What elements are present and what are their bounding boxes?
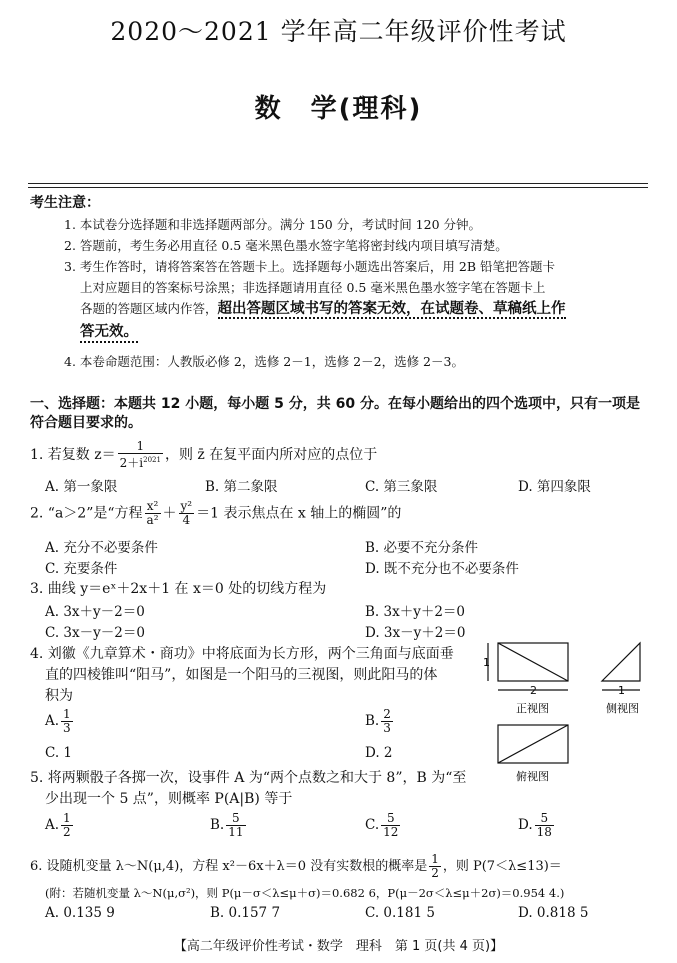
fraction [145,500,161,527]
option-a: A. 充分不必要条件 [45,540,158,556]
notice-item-3-line-1: 3. 考生作答时，请将答案答在答题卡上。选择题每小题选出答案后，用 2B 铅笔把答题卡 [64,259,555,274]
option-c: C. 第三象限 [365,479,438,495]
question-4-line-1: 4. 刘徽《九章算术・商功》中将底面为长方形，两个三角面与底面垂 [30,646,454,662]
option-c [365,812,402,839]
width-dimension-label: 2 [530,684,537,697]
option-d [518,812,556,839]
option-a [45,708,75,735]
option-b: B. 3x＋y＋2＝0 [365,604,466,620]
numerator: 1 [63,707,71,721]
emphasis-text: 超出答题区域书写的答案无效，在试题卷、草稿纸上作 [217,301,566,317]
fraction [61,812,73,839]
numerator: y² [180,499,193,513]
notice-text: 各题的答题区域内作答， [80,301,218,316]
question-6-note: (附：若随机变量 λ～N(μ,σ²)，则 P(μ－σ＜λ≤μ＋σ)＝0.682 6，P(μ－2σ＜λ≤μ＋2σ)＝0.954 4.) [45,886,565,900]
fraction [381,812,400,839]
option-b: B. 0.157 7 [210,905,281,921]
question-2 [30,500,401,527]
option-label: B. [365,713,380,729]
question-text: ，则 P(7＜λ≤13)＝ [442,859,562,874]
page-footer: 【高二年级评价性考试・数学 理科 第 1 页(共 4 页)】 [173,939,504,954]
option-d: D. 3x－y＋2＝0 [365,625,466,641]
option-a: A. 0.135 9 [45,905,115,921]
numerator: 5 [381,812,400,826]
three-view-figure [480,640,670,785]
front-view-diagonal [498,643,568,681]
option-b [365,708,395,735]
denominator: 18 [536,825,552,839]
denominator: 11 [228,825,244,839]
option-c: C. 0.181 5 [365,905,435,921]
question-text: ＝1 表示焦点在 x 轴上的椭圆”的 [196,505,402,522]
question-1 [30,440,377,470]
option-label: D. [518,817,533,833]
option-label: C. [365,817,380,833]
numerator: 5 [226,812,245,826]
top-view-diagonal [498,725,568,763]
section-heading: 一、选择题：本题共 12 小题，每小题 5 分，共 60 分。在每小题给出的四个选项中，只有一项是符合题目要求的。 [30,396,640,431]
question-5-line-2: 少出现一个 5 点”，则概率 P(A|B) 等于 [45,791,293,807]
question-3: 3. 曲线 y＝eˣ＋2x＋1 在 x＝0 处的切线方程为 [30,581,327,597]
option-c: C. 3x－y－2＝0 [45,625,145,641]
question-text: ，则 z̄ 在复平面内所对应的点位于 [164,447,378,463]
denominator: 3 [63,721,71,735]
fraction [226,812,245,839]
numerator: x² [145,500,161,514]
option-c: C. 充要条件 [45,561,118,577]
denominator: 3 [383,721,391,735]
side-dimension-label: 1 [618,684,625,697]
notice-item-1: 1. 本试卷分选择题和非选择题两部分。满分 150 分，考试时间 120 分钟。 [64,217,482,232]
question-5-line-1: 5. 将两颗骰子各掷一次，设事件 A 为“两个点数之和大于 8”，B 为“至 [30,770,467,786]
side-view-caption: 侧视图 [606,702,639,715]
option-d: D. 0.818 5 [518,905,589,921]
option-b: B. 必要不充分条件 [365,540,479,556]
height-dimension-label: 1 [483,656,490,669]
notice-heading: 考生注意： [30,195,100,211]
numerator: 2 [383,707,391,721]
denominator: 2 [63,825,71,839]
numerator: 1 [63,811,71,825]
divider [28,187,648,188]
option-d: D. 2 [365,745,393,761]
question-6 [30,853,562,880]
fraction [61,708,73,735]
option-label: A. [45,817,60,833]
question-text: 6. 设随机变量 λ～N(μ,4)，方程 x²－6x＋λ＝0 没有实数根的概率是 [30,859,428,874]
fraction [535,812,554,839]
emphasis-text: 答无效。 [80,320,138,343]
option-label: B. [210,817,225,833]
option-d: D. 既不充分也不必要条件 [365,561,519,577]
divider [28,183,648,184]
fraction [381,708,393,735]
denominator: 12 [383,825,399,839]
front-view-caption: 正视图 [516,702,549,715]
option-label: A. [45,713,60,729]
option-c: C. 1 [45,745,73,761]
option-b: B. 第二象限 [205,479,278,495]
exponent: 2021 [143,456,161,464]
notice-item-3-line-2: 上对应题目的答案标号涂黑；非选择题请用直径 0.5 毫米黑色墨水签字笔在答题卡上 [80,280,546,295]
option-b [210,812,248,839]
option-d: D. 第四象限 [518,479,591,495]
question-text: 1. 若复数 z＝ [30,447,116,463]
notice-item-3-line-3 [80,297,566,318]
exam-title: 2020～2021 学年高二年级评价性考试 [110,17,567,46]
numerator: 1 [431,852,439,866]
fraction [118,440,163,470]
question-text: 2. “a＞2”是“方程 [30,505,143,522]
question-4-line-3: 积为 [45,688,73,704]
option-a: A. 3x＋y－2＝0 [45,604,145,620]
denominator: 2＋i [119,456,144,470]
question-4-line-2: 直的四棱锥叫“阳马”，如图是一个阳马的三视图，则此阳马的体 [45,667,438,683]
numerator: 5 [535,812,554,826]
option-a [45,812,75,839]
notice-item-4: 4. 本卷命题范围：人教版必修 2，选修 2－1，选修 2－2，选修 2－3。 [64,354,464,369]
numerator: 1 [118,440,163,454]
fraction [429,853,441,880]
option-a: A. 第一象限 [45,479,118,495]
subject-title: 数 学(理科) [254,94,423,124]
denominator: a² [146,513,159,527]
side-view-triangle [602,643,640,681]
notice-item-2: 2. 答题前，考生务必用直径 0.5 毫米黑色墨水签字笔将密封线内项目填写清楚。 [64,238,508,253]
question-text: ＋ [162,505,177,522]
top-view-caption: 俯视图 [516,770,549,783]
denominator: 2 [431,866,439,880]
denominator: 4 [182,513,191,527]
fraction [179,500,195,527]
